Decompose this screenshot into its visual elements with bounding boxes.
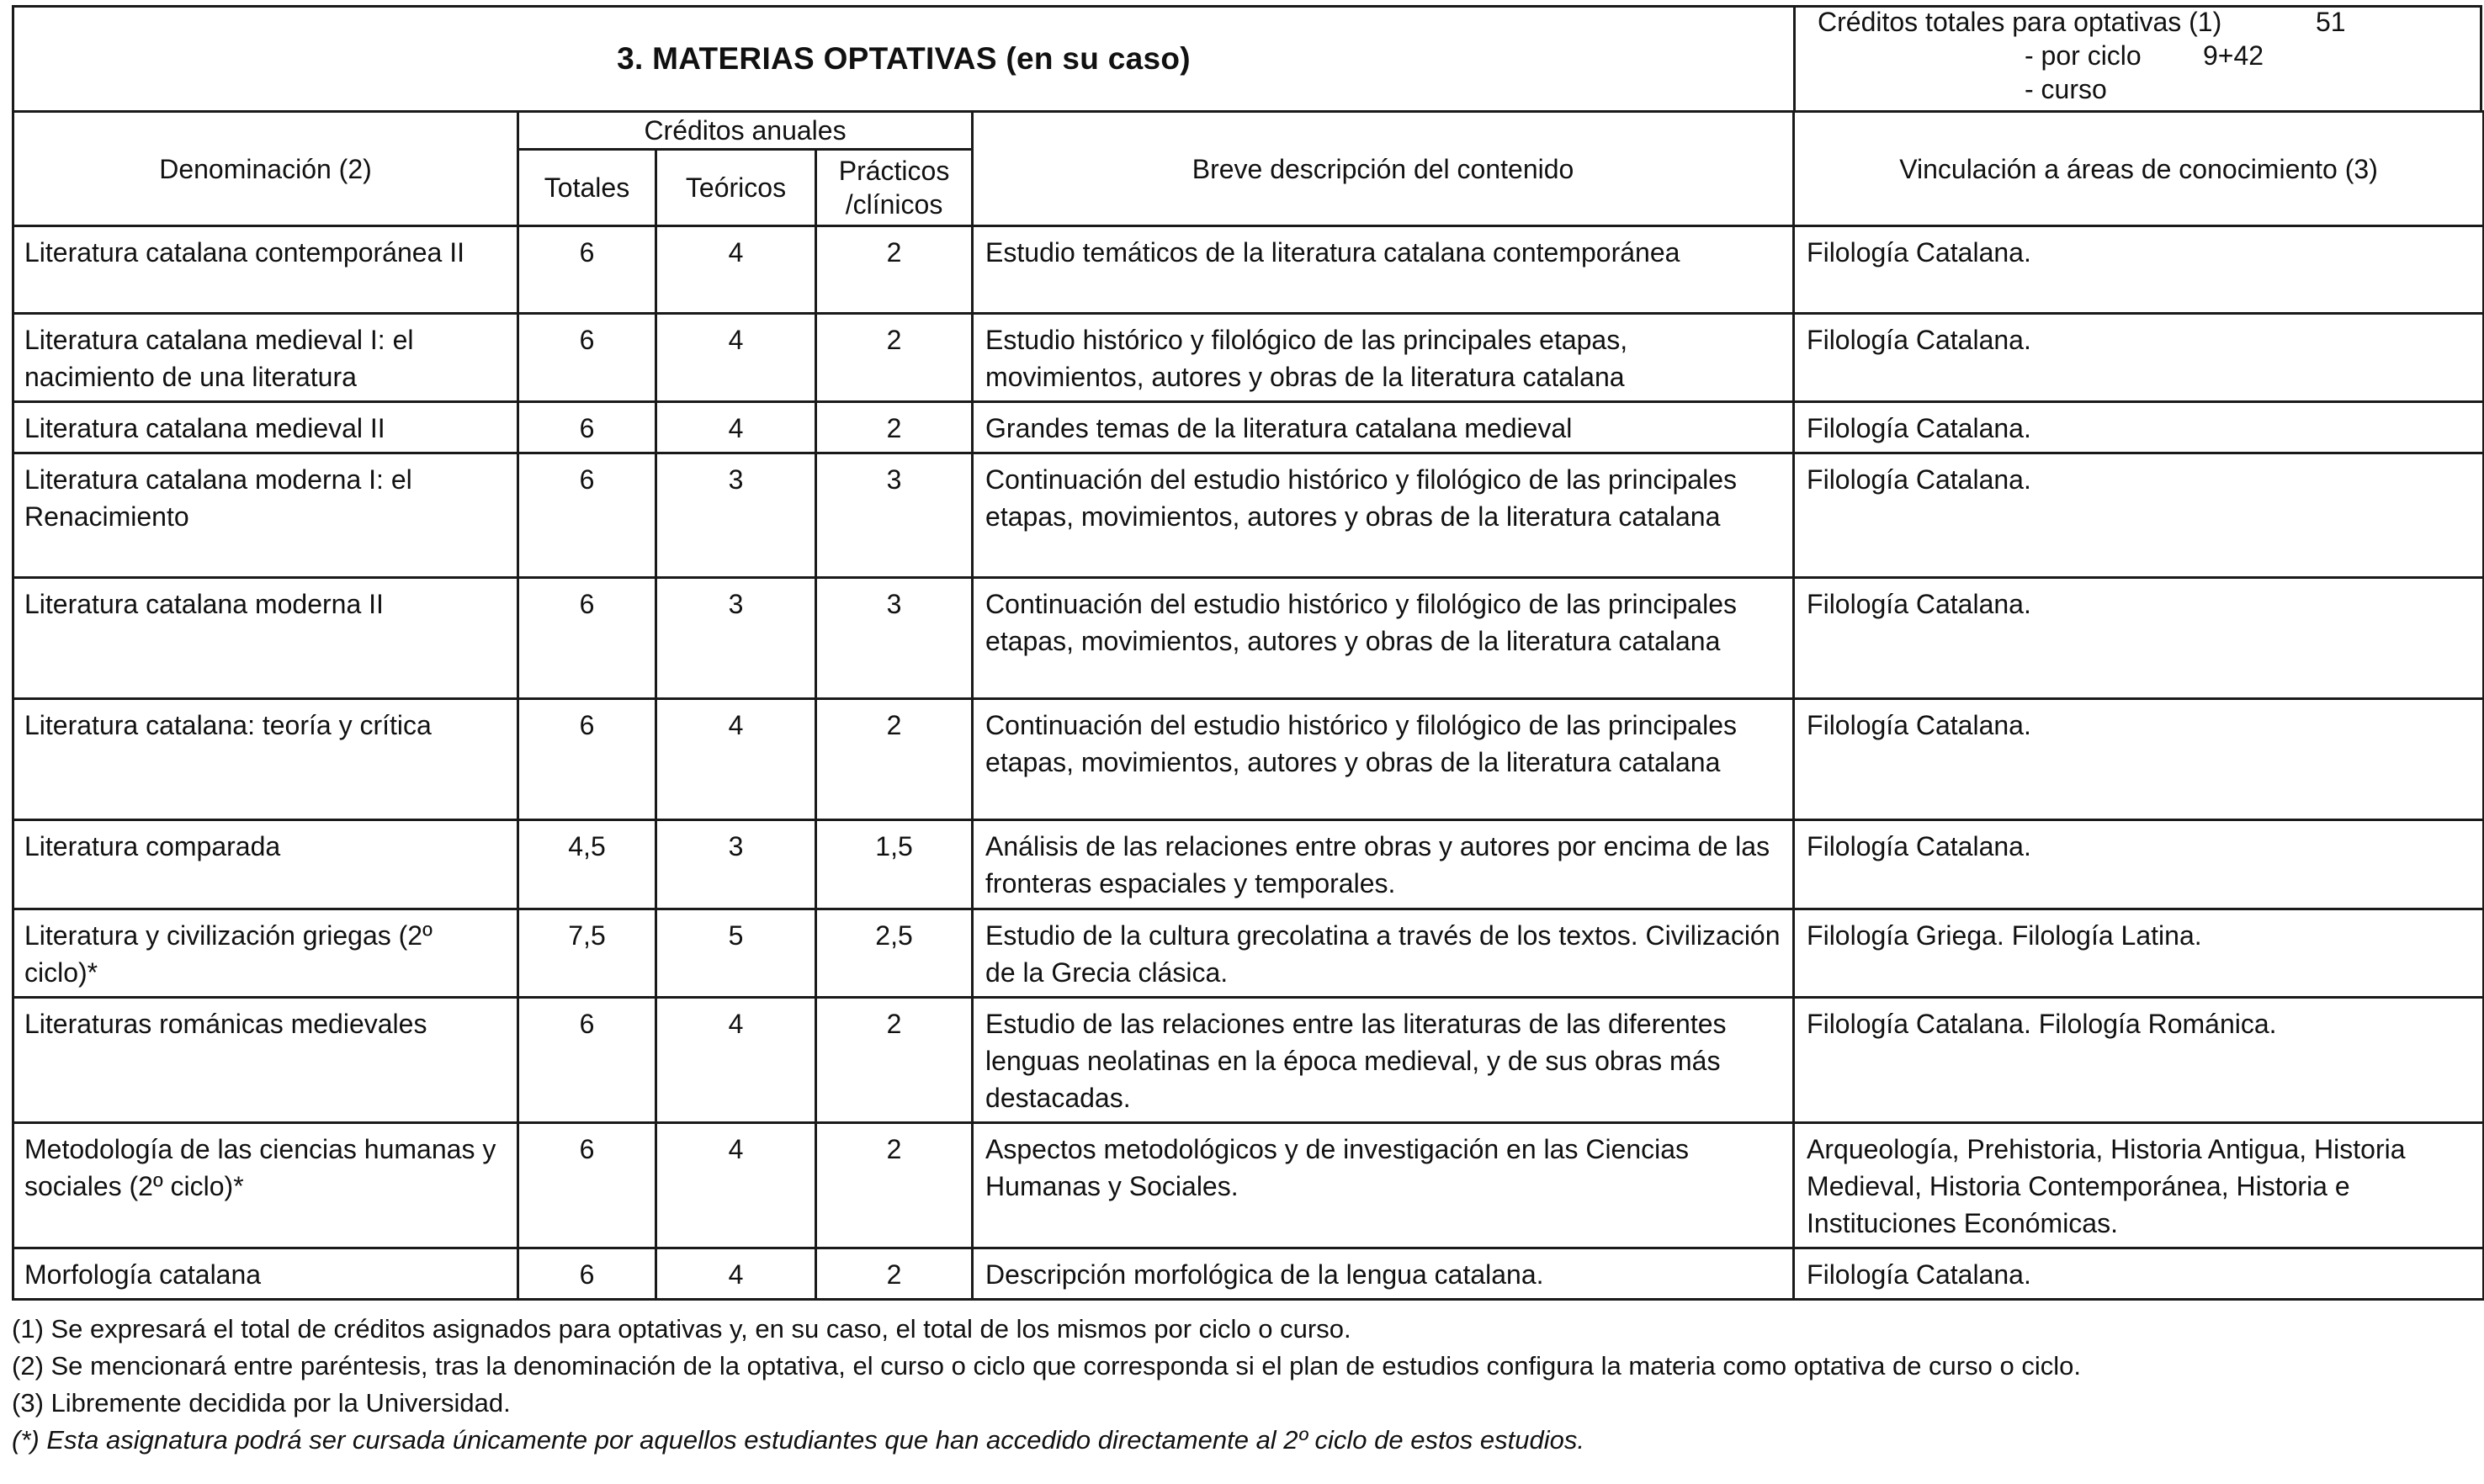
credits-theory: 4 [656,699,816,820]
credits-total: 4,5 [518,820,656,909]
footnote-asterisk: (*) Esta asignatura podrá ser cursada únicamente por aquellos estudiantes que han accedido directamente al 2º ciclo de estos estudios. [12,1425,1584,1455]
table-row [13,699,2484,820]
credits-practice: 2 [816,402,973,453]
credits-theory: 3 [656,578,816,699]
credits-total: 6 [518,1123,656,1248]
table-body [13,226,2484,1300]
credits-theory: 4 [656,402,816,453]
knowledge-area: Filología Catalana. Filología Románica. [1794,998,2484,1123]
credits-total: 6 [518,998,656,1123]
col-header-creditos-anuales: Créditos anuales [518,112,973,150]
course-name: Literatura catalana moderna II [13,578,518,699]
knowledge-area: Filología Catalana. [1794,314,2484,402]
course-name: Literatura catalana: teoría y crítica [13,699,518,820]
credits-theory: 4 [656,998,816,1123]
knowledge-area: Filología Catalana. [1794,820,2484,909]
credits-total: 7,5 [518,909,656,998]
footnote-2: (2) Se mencionará entre paréntesis, tras la denominación de la optativa, el curso o ciclo que corresponda si el plan de estudios configura la materia como optativa de curso o ciclo. [12,1351,2081,1381]
course-description: Análisis de las relaciones entre obras y autores por encima de las fronteras espaciales y temporales. [973,820,1794,909]
totals-label: Créditos totales para optativas (1) [1818,7,2222,37]
credits-practice: 2,5 [816,909,973,998]
table-row [13,226,2484,314]
credits-practice: 2 [816,998,973,1123]
ciclo-label: - por ciclo [2025,40,2142,71]
credits-total: 6 [518,578,656,699]
credits-practice: 2 [816,699,973,820]
course-description: Estudio de las relaciones entre las literaturas de las diferentes lenguas neolatinas en la época medieval, y de sus obras más destacadas. [973,998,1794,1123]
col-header-practicos: Prácticos /clínicos [816,150,973,226]
course-name: Literatura y civilización griegas (2º ciclo)* [13,909,518,998]
table-row [13,1248,2484,1300]
footnote-3: (3) Libremente decidida por la Universidad. [12,1388,511,1418]
table-header-row [13,112,2484,150]
course-description: Descripción morfológica de la lengua catalana. [973,1248,1794,1300]
footnotes [12,1311,2469,1459]
col-header-vinculacion: Vinculación a áreas de conocimiento (3) [1794,112,2484,226]
section-title: 3. MATERIAS OPTATIVAS (en su caso) [617,41,1191,76]
credits-theory: 3 [656,453,816,578]
course-name: Literatura catalana medieval II [13,402,518,453]
knowledge-area: Filología Catalana. [1794,1248,2484,1300]
curso-label: - curso [2025,74,2107,104]
knowledge-area: Filología Catalana. [1794,402,2484,453]
course-name: Literatura catalana medieval I: el nacimiento de una literatura [13,314,518,402]
credits-practice: 2 [816,314,973,402]
col-header-teoricos: Teóricos [656,150,816,226]
credits-total: 6 [518,1248,656,1300]
table-row [13,820,2484,909]
course-description: Grandes temas de la literatura catalana medieval [973,402,1794,453]
knowledge-area: Filología Catalana. [1794,699,2484,820]
course-description: Continuación del estudio histórico y filológico de las principales etapas, movimientos, autores y obras de la literatura catalana [973,453,1794,578]
credits-practice: 2 [816,1123,973,1248]
course-name: Metodología de las ciencias humanas y sociales (2º ciclo)* [13,1123,518,1248]
course-description: Continuación del estudio histórico y filológico de las principales etapas, movimientos, autores y obras de la literatura catalana [973,699,1794,820]
table-row [13,314,2484,402]
course-name: Literatura comparada [13,820,518,909]
credits-theory: 4 [656,226,816,314]
course-name: Literatura catalana contemporánea II [13,226,518,314]
course-description: Estudio temáticos de la literatura catalana contemporánea [973,226,1794,314]
knowledge-area: Filología Catalana. [1794,226,2484,314]
credits-theory: 4 [656,1248,816,1300]
totals-value: 51 [2316,7,2346,37]
credits-practice: 3 [816,453,973,578]
credits-theory: 4 [656,1123,816,1248]
credits-total: 6 [518,699,656,820]
course-description: Estudio de la cultura grecolatina a través de los textos. Civilización de la Grecia clásica. [973,909,1794,998]
credits-total: 6 [518,453,656,578]
credits-theory: 4 [656,314,816,402]
knowledge-area: Filología Catalana. [1794,453,2484,578]
optativas-table [12,110,2484,1301]
knowledge-area: Filología Catalana. [1794,578,2484,699]
course-description: Estudio histórico y filológico de las principales etapas, movimientos, autores y obras de la literatura catalana [973,314,1794,402]
course-description: Aspectos metodológicos y de investigación en las Ciencias Humanas y Sociales. [973,1123,1794,1248]
table-row [13,578,2484,699]
col-header-descripcion: Breve descripción del contenido [973,112,1794,226]
course-name: Literatura catalana moderna I: el Renacimiento [13,453,518,578]
credits-total: 6 [518,226,656,314]
credits-practice: 1,5 [816,820,973,909]
credits-practice: 2 [816,1248,973,1300]
credits-totals-block [1818,5,2457,106]
course-name: Morfología catalana [13,1248,518,1300]
credits-theory: 5 [656,909,816,998]
course-name: Literaturas románicas medievales [13,998,518,1123]
table-row [13,1123,2484,1248]
footnote-1: (1) Se expresará el total de créditos asignados para optativas y, en su caso, el total de los mismos por ciclo o curso. [12,1314,1351,1344]
table-row [13,453,2484,578]
credits-total: 6 [518,402,656,453]
table-row [13,909,2484,998]
table-row [13,402,2484,453]
credits-theory: 3 [656,820,816,909]
credits-practice: 3 [816,578,973,699]
course-description: Continuación del estudio histórico y filológico de las principales etapas, movimientos, autores y obras de la literatura catalana [973,578,1794,699]
knowledge-area: Filología Griega. Filología Latina. [1794,909,2484,998]
credits-total: 6 [518,314,656,402]
header-divider [1793,8,1796,110]
credits-practice: 2 [816,226,973,314]
knowledge-area: Arqueología, Prehistoria, Historia Antigua, Historia Medieval, Historia Contemporánea, Historia e Instituciones Económicas. [1794,1123,2484,1248]
col-header-denominacion: Denominación (2) [13,112,518,226]
col-header-totales: Totales [518,150,656,226]
table-row [13,998,2484,1123]
ciclo-value: 9+42 [2203,40,2264,71]
